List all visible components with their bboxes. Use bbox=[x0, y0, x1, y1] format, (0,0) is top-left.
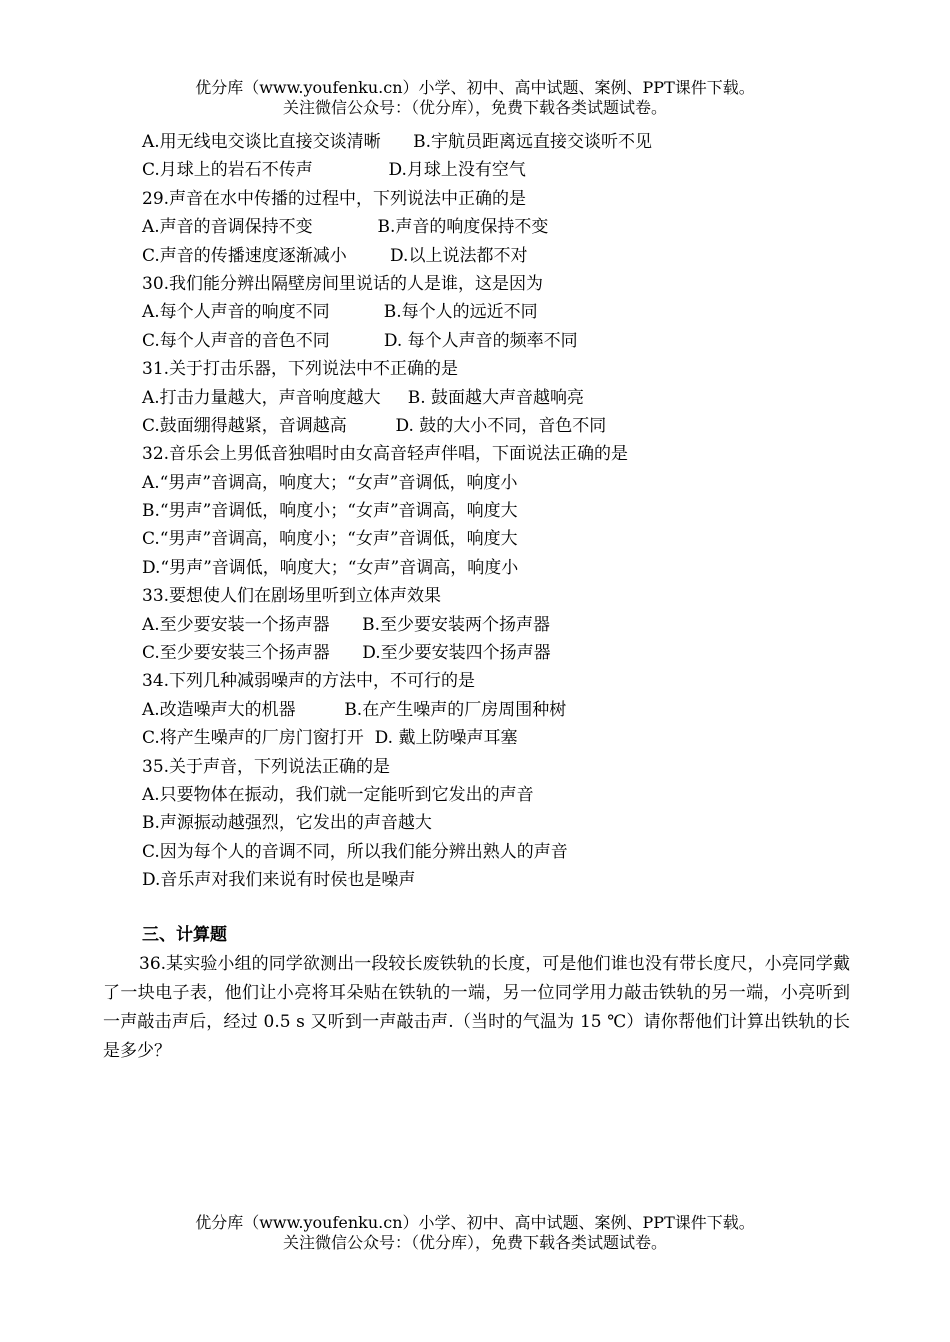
q35-option-b: B.声源振动越强烈，它发出的声音越大 bbox=[142, 813, 432, 834]
q34-option-ab: A.改造噪声大的机器 B.在产生噪声的厂房周围种树 bbox=[142, 699, 567, 720]
q32-stem: 32.音乐会上男低音独唱时由女高音轻声伴唱，下面说法正确的是 bbox=[142, 444, 629, 465]
q35-option-c: C.因为每个人的音调不同，所以我们能分辨出熟人的声音 bbox=[142, 841, 568, 862]
q32-option-c: C.“男声”音调高，响度小；“女声”音调低，响度大 bbox=[142, 529, 518, 550]
q33-option-cd: C.至少要安装三个扬声器 D.至少要安装四个扬声器 bbox=[142, 643, 551, 664]
q29-option-cd: C.声音的传播速度逐渐减小 D.以上说法都不对 bbox=[142, 245, 528, 266]
q34-stem: 34.下列几种减弱噪声的方法中，不可行的是 bbox=[142, 671, 476, 692]
q36-paragraph: 36.某实验小组的同学欲测出一段较长废铁轨的长度，可是他们谁也没有带长度尺，小亮同学戴了一块电子表，他们让小亮将耳朵贴在铁轨的一端，另一位同学用力敲击铁轨的另一端，小亮听到一声敲击声后，经过 0.5 s 又听到一声敲击声.（当时的气温为 15 ℃）请你帮他们计算出铁轨的长是多少？ bbox=[103, 954, 850, 1061]
q35-option-d: D.音乐声对我们来说有时侯也是噪声 bbox=[142, 870, 416, 891]
q31-stem: 31.关于打击乐器，下列说法中不正确的是 bbox=[142, 359, 459, 380]
q35-option-a: A.只要物体在振动，我们就一定能听到它发出的声音 bbox=[142, 784, 534, 805]
page-header bbox=[0, 78, 950, 118]
header-line-2: 关注微信公众号：（优分库），免费下载各类试题试卷。 bbox=[282, 98, 667, 117]
q30-option-ab: A.每个人声音的响度不同 B.每个人的远近不同 bbox=[142, 302, 538, 323]
page-footer bbox=[0, 1213, 950, 1253]
footer-line-2: 关注微信公众号：（优分库），免费下载各类试题试卷。 bbox=[282, 1233, 667, 1252]
q29-option-ab: A.声音的音调保持不变 B.声音的响度保持不变 bbox=[142, 217, 549, 238]
q30-stem: 30.我们能分辨出隔壁房间里说话的人是谁，这是因为 bbox=[142, 273, 544, 294]
q29-stem: 29.声音在水中传播的过程中，下列说法中正确的是 bbox=[142, 188, 527, 209]
q33-option-ab: A.至少要安装一个扬声器 B.至少要安装两个扬声器 bbox=[142, 614, 550, 635]
q31-option-cd: C.鼓面绷得越紧，音调越高 D. 鼓的大小不同，音色不同 bbox=[142, 415, 607, 436]
question-list bbox=[142, 128, 852, 895]
q34-option-cd: C.将产生噪声的厂房门窗打开 D. 戴上防噪声耳塞 bbox=[142, 728, 518, 749]
q32-option-d: D.“男声”音调低，响度大；“女声”音调高，响度小 bbox=[142, 557, 519, 578]
q35-stem: 35.关于声音，下列说法正确的是 bbox=[142, 756, 391, 777]
header-line-1: 优分库（www.youfenku.cn）小学、初中、高中试题、案例、PPT课件下载。 bbox=[195, 78, 755, 97]
q28-option-ab: A.用无线电交谈比直接交谈清晰 B.宇航员距离远直接交谈听不见 bbox=[142, 132, 652, 152]
q28-option-cd: C.月球上的岩石不传声 D.月球上没有空气 bbox=[142, 160, 526, 181]
footer-line-1: 优分库（www.youfenku.cn）小学、初中、高中试题、案例、PPT课件下载。 bbox=[195, 1213, 755, 1232]
q33-stem: 33.要想使人们在剧场里听到立体声效果 bbox=[142, 586, 442, 607]
q32-option-b: B.“男声”音调低，响度小；“女声”音调高，响度大 bbox=[142, 501, 518, 522]
section-title: 三、计算题 bbox=[142, 925, 227, 945]
q31-option-ab: A.打击力量越大，声音响度越大 B. 鼓面越大声音越响亮 bbox=[142, 387, 584, 408]
q30-option-cd: C.每个人声音的音色不同 D. 每个人声音的频率不同 bbox=[142, 330, 578, 351]
q32-option-a: A.“男声”音调高，响度大；“女声”音调低，响度小 bbox=[142, 472, 518, 493]
